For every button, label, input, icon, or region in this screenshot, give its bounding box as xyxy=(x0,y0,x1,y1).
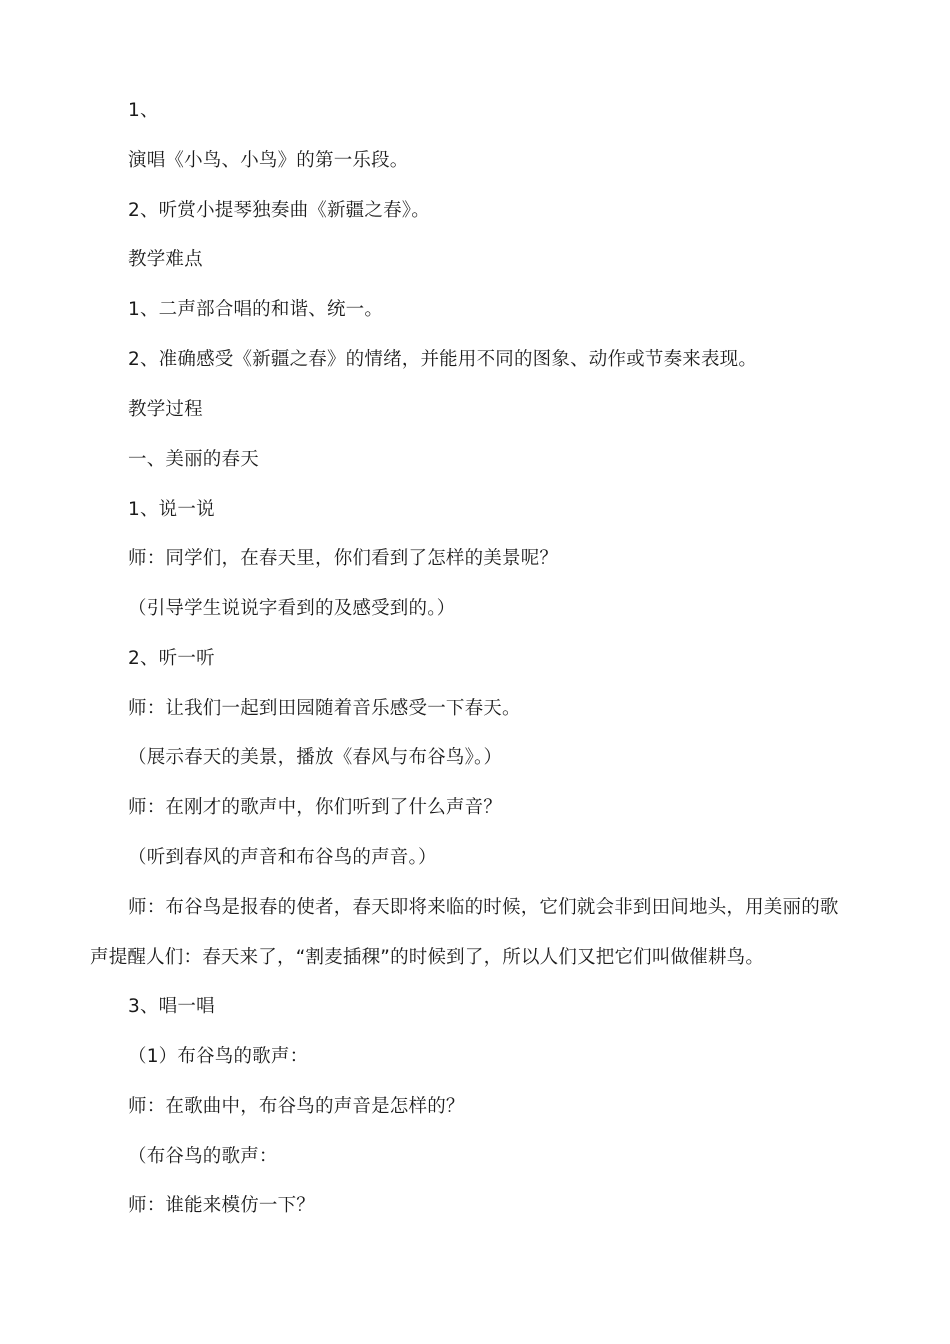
text-line: 师：同学们，在春天里，你们看到了怎样的美景呢？ xyxy=(128,548,559,569)
text-line: （听到春风的声音和布谷鸟的声音。） xyxy=(128,847,437,868)
text-line: 2、准确感受《新疆之春》的情绪，并能用不同的图象、动作或节奏来表现。 xyxy=(128,349,758,370)
text-line: （展示春天的美景，播放《春风与布谷鸟》。） xyxy=(128,747,503,768)
section-heading: 教学难点 xyxy=(128,249,203,270)
text-line: 3、唱一唱 xyxy=(128,996,215,1017)
text-line: （1）布谷鸟的歌声： xyxy=(128,1046,309,1067)
text-line: 1、二声部合唱的和谐、统一。 xyxy=(128,299,384,320)
text-line: 1、 xyxy=(128,100,159,121)
text-line: 师：让我们一起到田园随着音乐感受一下春天。 xyxy=(128,698,521,719)
text-line: 师：谁能来模仿一下？ xyxy=(128,1195,316,1216)
text-line: 演唱《小鸟、小鸟》的第一乐段。 xyxy=(128,150,409,171)
section-heading: 教学过程 xyxy=(128,399,203,420)
text-line: 师：布谷鸟是报春的使者，春天即将来临的时候，它们就会非到田间地头，用美丽的歌 xyxy=(128,897,839,918)
text-line: （布谷鸟的歌声： xyxy=(128,1146,278,1167)
text-line: 1、说一说 xyxy=(128,499,215,520)
text-line: 师：在刚才的歌声中，你们听到了什么声音？ xyxy=(128,797,503,818)
text-line: 2、听赏小提琴独奏曲《新疆之春》。 xyxy=(128,200,430,221)
text-line: 2、听一听 xyxy=(128,648,215,669)
text-line: （引导学生说说字看到的及感受到的。） xyxy=(128,598,456,619)
text-line: 一、美丽的春天 xyxy=(128,449,259,470)
text-line: 声提醒人们：春天来了，“割麦插稞”的时候到了，所以人们又把它们叫做催耕鸟。 xyxy=(90,947,765,968)
text-line: 师：在歌曲中，布谷鸟的声音是怎样的？ xyxy=(128,1096,465,1117)
